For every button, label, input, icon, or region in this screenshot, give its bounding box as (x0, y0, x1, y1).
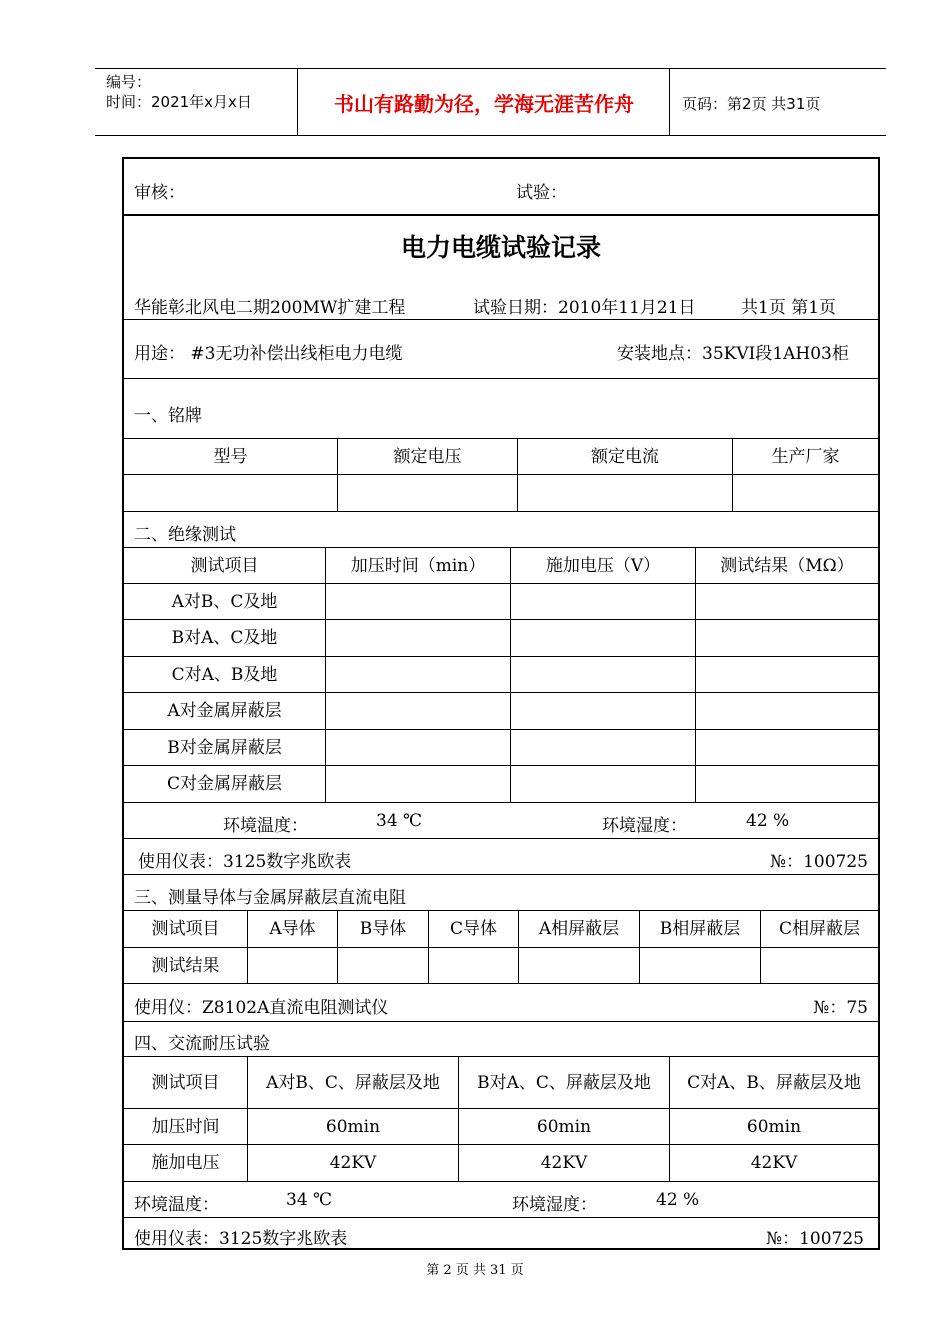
temperature-value: 34 ℃ (286, 1190, 333, 1210)
number-label: 编号： (106, 73, 152, 91)
value-cell[interactable] (733, 475, 878, 511)
item-cell: A对B、C及地 (124, 584, 326, 619)
header-cell: 额定电流 (518, 439, 733, 474)
value-cell[interactable] (696, 730, 878, 765)
value-cell[interactable] (640, 948, 761, 983)
page-title: 电力电缆试验记录 (400, 233, 601, 262)
value-cell[interactable] (696, 766, 878, 802)
value-cell[interactable] (519, 948, 640, 983)
time-label: 时间：2021年x月x日 (106, 93, 252, 111)
value-cell[interactable] (696, 620, 878, 656)
section-ac-withstand (124, 1022, 878, 1057)
value-cell[interactable] (326, 693, 511, 729)
value-cell[interactable] (696, 657, 878, 692)
temperature-value: 34 ℃ (376, 811, 423, 831)
test-date: 试验日期：2010年11月21日 (473, 298, 696, 318)
value-cell[interactable] (761, 948, 878, 983)
usage-row (124, 320, 878, 379)
instrument-number: №：100725 (766, 1229, 864, 1249)
test-record-form (122, 157, 880, 1250)
value-cell[interactable] (511, 730, 696, 765)
humidity-label: 环境湿度： (602, 816, 687, 836)
table-row (124, 766, 878, 803)
header-cell: 测试结果（MΩ） (720, 555, 854, 576)
insulation-header-row (124, 548, 878, 584)
page-footer: 第 2 页 共 31 页 (426, 1263, 524, 1278)
project-name: 华能彰北风电二期200MW扩建工程 (134, 298, 406, 318)
table-row (124, 620, 878, 657)
header-cell: 测试项目 (124, 911, 248, 947)
header-cell: 施加电压（V） (511, 548, 696, 583)
value-cell: 60min (459, 1109, 670, 1144)
value-cell[interactable] (511, 693, 696, 729)
title-block (124, 216, 878, 320)
value-cell[interactable] (511, 657, 696, 692)
value-cell: 60min (248, 1109, 459, 1144)
header-cell: 生产厂家 (771, 446, 840, 467)
ac-time-row (124, 1109, 878, 1145)
header-motto: 书山有路勤为径，学海无涯苦作舟 (334, 92, 634, 116)
tester-label: 试验： (516, 183, 567, 203)
instrument-name: 使用仪表：3125数字兆欧表 (134, 1229, 348, 1249)
instrument-name: 使用仪表：3125数字兆欧表 (138, 852, 352, 872)
section-nameplate (124, 379, 878, 439)
ac-header-row (124, 1057, 878, 1109)
value-cell: 42KV (459, 1145, 670, 1181)
value-cell[interactable] (338, 475, 518, 511)
environment-row (124, 1182, 878, 1218)
value-cell: 42KV (750, 1153, 798, 1173)
header-cell: A导体 (248, 911, 338, 947)
value-cell[interactable] (511, 620, 696, 656)
value-cell[interactable] (696, 693, 878, 729)
value-cell[interactable] (338, 948, 429, 983)
ac-voltage-row (124, 1145, 878, 1182)
page-count: 共1页 第1页 (741, 298, 837, 318)
item-cell: 施加电压 (124, 1145, 248, 1181)
header-cell: B导体 (338, 911, 429, 947)
item-cell: B对A、C及地 (124, 620, 326, 656)
humidity-value: 42 % (746, 811, 790, 831)
value-cell[interactable] (429, 948, 519, 983)
value-cell[interactable] (511, 766, 696, 802)
value-cell[interactable] (326, 766, 511, 802)
header-cell: C导体 (429, 911, 519, 947)
header-cell: 测试项目 (124, 548, 326, 583)
humidity-label: 环境湿度： (512, 1195, 597, 1215)
header-page-info: 页码：第2页 共31页 (682, 95, 821, 113)
value-cell[interactable] (326, 620, 511, 656)
table-row (124, 730, 878, 766)
humidity-value: 42 % (656, 1190, 700, 1210)
value-cell: 42KV (248, 1145, 459, 1181)
item-cell: 测试结果 (124, 948, 248, 983)
header-top-rule (95, 68, 886, 69)
item-cell: B对金属屏蔽层 (124, 730, 326, 765)
instrument-row (124, 839, 878, 875)
section-title: 三、测量导体与金属屏蔽层直流电阻 (134, 888, 406, 908)
header-cell: B相屏蔽层 (640, 911, 761, 947)
instrument-row (124, 1218, 878, 1248)
header-cell: C对A、B、屏蔽层及地 (687, 1072, 861, 1093)
section-title: 一、铭牌 (134, 406, 202, 426)
value-cell[interactable] (696, 584, 878, 619)
dc-header-row (124, 911, 878, 948)
header-meta (106, 72, 252, 112)
header-cell: C相屏蔽层 (778, 919, 860, 939)
reviewer-label: 审核： (134, 183, 185, 203)
temperature-label: 环境温度： (223, 816, 308, 836)
header-cell: 加压时间（min） (326, 548, 511, 583)
instrument-name: 使用仪：Z8102A直流电阻测试仪 (134, 998, 389, 1018)
value-cell[interactable] (511, 584, 696, 619)
temperature-label: 环境温度： (134, 1195, 219, 1215)
install-location: 安装地点：35KVI段1AH03柜 (617, 344, 849, 364)
section-dc-resistance (124, 875, 878, 911)
header-cell: B对A、C、屏蔽层及地 (459, 1057, 670, 1108)
item-cell: C对A、B及地 (124, 657, 326, 692)
signoff-row (124, 159, 878, 216)
value-cell[interactable] (248, 948, 338, 983)
header-cell: A对B、C、屏蔽层及地 (248, 1057, 459, 1108)
section-title: 四、交流耐压试验 (134, 1034, 270, 1054)
header-cell: 型号 (124, 439, 338, 474)
instrument-number: №：100725 (770, 852, 868, 872)
instrument-number: №：75 (813, 998, 868, 1018)
section-title: 二、绝缘测试 (134, 525, 236, 545)
item-cell: C对金属屏蔽层 (124, 766, 326, 802)
table-row (124, 584, 878, 620)
item-cell: 加压时间 (124, 1109, 248, 1144)
section-insulation (124, 512, 878, 548)
header-cell: 测试项目 (124, 1057, 248, 1108)
nameplate-header-row (124, 439, 878, 475)
table-row (124, 657, 878, 693)
instrument-row (124, 984, 878, 1022)
dc-result-row (124, 948, 878, 984)
header-cell: 额定电压 (338, 439, 518, 474)
item-cell: A对金属屏蔽层 (124, 693, 326, 729)
nameplate-value-row (124, 475, 878, 512)
header-cell: A相屏蔽层 (519, 911, 640, 947)
environment-row (124, 803, 878, 839)
value-cell[interactable] (326, 730, 511, 765)
header-bottom-rule (95, 135, 886, 136)
value-cell[interactable] (326, 584, 511, 619)
value-cell[interactable] (124, 475, 338, 511)
table-row (124, 693, 878, 730)
usage: 用途： #3无功补偿出线柜电力电缆 (134, 344, 403, 364)
value-cell[interactable] (518, 475, 733, 511)
value-cell[interactable] (326, 657, 511, 692)
value-cell: 60min (746, 1116, 802, 1137)
